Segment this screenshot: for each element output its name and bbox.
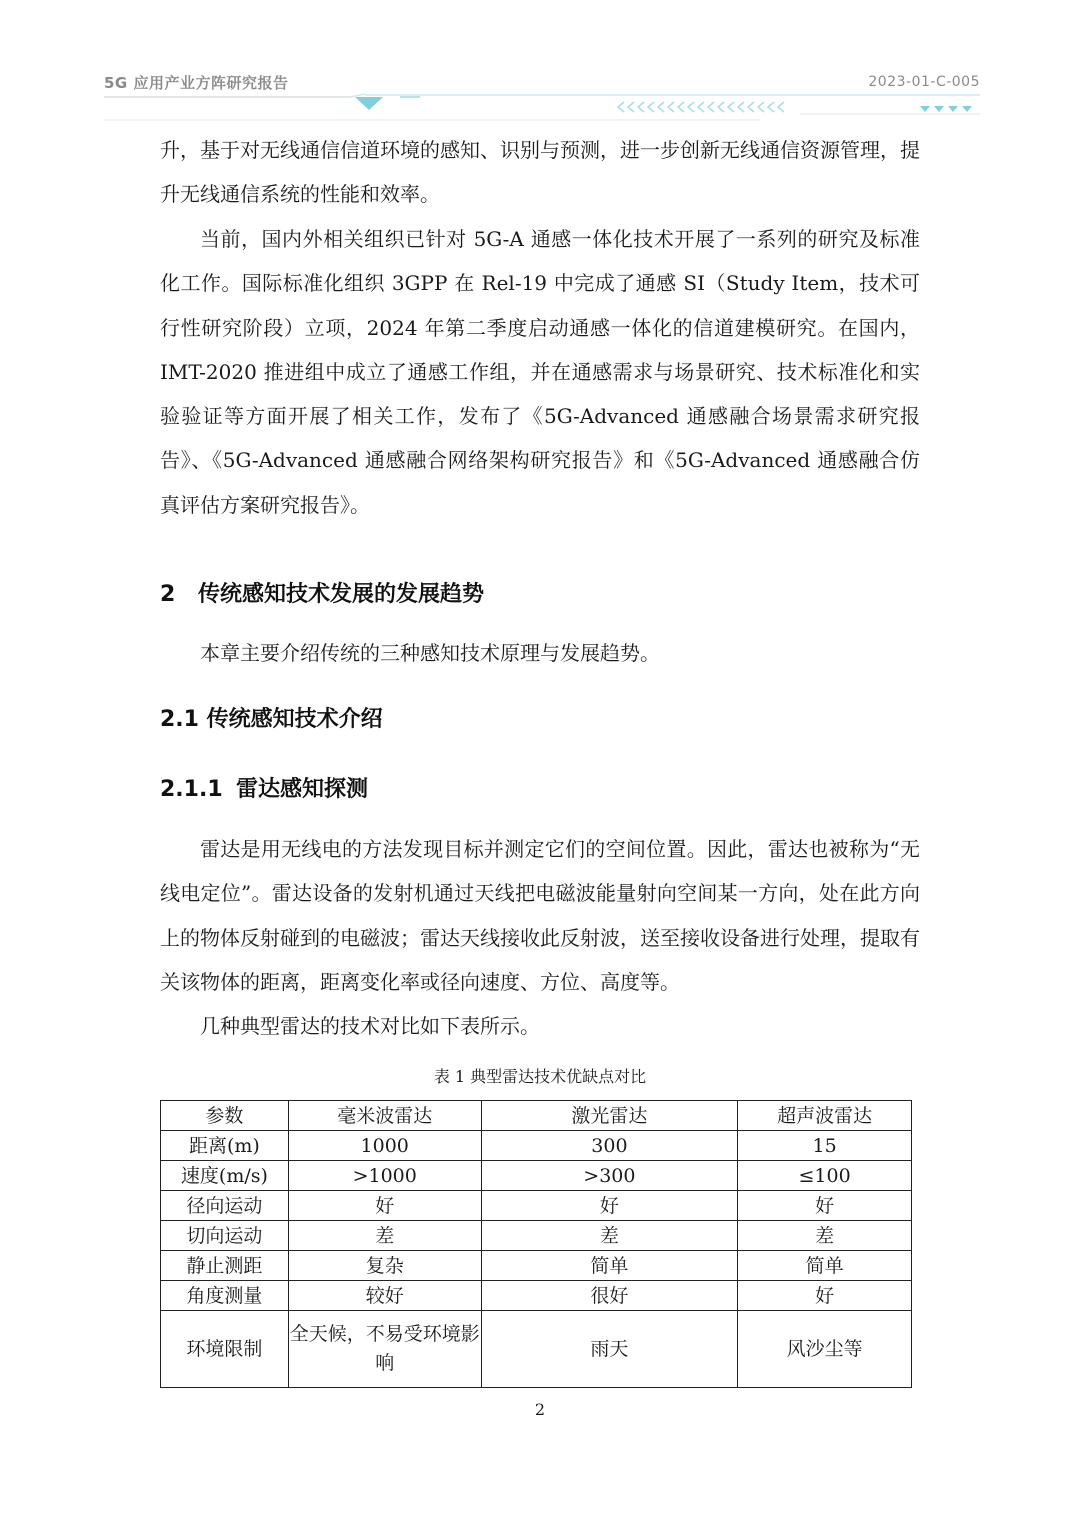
page-number: 2 (534, 1400, 546, 1419)
table-cell: 好 (738, 1281, 912, 1311)
radar-comparison-table (160, 1100, 912, 1388)
table-cell: 环境限制 (161, 1311, 289, 1388)
document-header-title: 5G 应用产业方阵研究报告 (104, 74, 289, 92)
table-cell: 简单 (738, 1251, 912, 1281)
table-cell: 差 (288, 1221, 481, 1251)
table-cell: 很好 (481, 1281, 738, 1311)
table-cell: 雨天 (481, 1311, 738, 1388)
table-cell: 好 (738, 1191, 912, 1221)
header-decoration-graphic (100, 92, 984, 122)
table-cell: 风沙尘等 (738, 1311, 912, 1388)
table-cell: >300 (481, 1161, 738, 1191)
table-cell: >1000 (288, 1161, 481, 1191)
table-row (161, 1221, 912, 1251)
section-heading-2 (160, 577, 484, 608)
table-cell: 速度(m/s) (161, 1161, 289, 1191)
table-cell: 差 (481, 1221, 738, 1251)
table-cell: 角度测量 (161, 1281, 289, 1311)
table-cell: 复杂 (288, 1251, 481, 1281)
table-cell: 好 (288, 1191, 481, 1221)
table-cell: 300 (481, 1131, 738, 1161)
paragraph-table-intro: 几种典型雷达的技术对比如下表所示。 (200, 1014, 540, 1038)
table-row (161, 1311, 912, 1388)
table-cell: 15 (738, 1131, 912, 1161)
table-header-cell: 激光雷达 (481, 1101, 738, 1131)
table-cell: 切向运动 (161, 1221, 289, 1251)
section-title: 传统感知技术发展的发展趋势 (198, 582, 485, 607)
table-header-cell: 毫米波雷达 (288, 1101, 481, 1131)
table-row (161, 1281, 912, 1311)
table-row (161, 1161, 912, 1191)
document-code: 2023-01-C-005 (868, 74, 980, 90)
subsubsection-number: 2.1.1 (160, 777, 223, 802)
table-cell: 简单 (481, 1251, 738, 1281)
table-header-cell: 超声波雷达 (738, 1101, 912, 1131)
table-row (161, 1191, 912, 1221)
paragraph-standardization: 当前，国内外相关组织已针对 5G-A 通感一体化技术开展了一系列的研究及标准化工作。国际标准化组织 3GPP 在 Rel-19 中完成了通感 SI（Study Item，技术可行性研究阶段）立项，2024 年第二季度启动通感一体化的信道建模研究。在国内，IMT-2020 推进组中成立了通感工作组，并在通感需求与场景研究、技术标准化和实验验证等方面开展了相关工作，发布了《5G-Advanced 通感融合场景需求研究报告》、《5G-Advanced 通感融合网络架构研究报告》和《5G-Advanced 通感融合仿真评估方案研究报告》。 (160, 227, 920, 517)
table-cell: 距离(m) (161, 1131, 289, 1161)
subsubsection-heading-2-1-1 (160, 772, 368, 803)
table-header-cell: 参数 (161, 1101, 289, 1131)
table-cell: ≤100 (738, 1161, 912, 1191)
table-caption: 表 1 典型雷达技术优缺点对比 (433, 1067, 647, 1086)
paragraph-continuation: 升，基于对无线通信信道环境的感知、识别与预测，进一步创新无线通信资源管理，提升无线通信系统的性能和效率。 (160, 138, 920, 207)
paragraph-radar-description: 雷达是用无线电的方法发现目标并测定它们的空间位置。因此，雷达也被称为“无线电定位”。雷达设备的发射机通过天线把电磁波能量射向空间某一方向，处在此方向上的物体反射碰到的电磁波；雷达天线接收此反射波，送至接收设备进行处理，提取有关该物体的距离，距离变化率或径向速度、方位、高度等。 (160, 837, 920, 994)
section-number: 2 (160, 582, 176, 607)
table-cell: 好 (481, 1191, 738, 1221)
table-row (161, 1131, 912, 1161)
subsection-heading-2-1: 2.1 传统感知技术介绍 (160, 707, 383, 732)
table-cell: 1000 (288, 1131, 481, 1161)
table-cell: 差 (738, 1221, 912, 1251)
table-cell: 较好 (288, 1281, 481, 1311)
table-cell: 全天候，不易受环境影响 (288, 1311, 481, 1388)
table-cell: 静止测距 (161, 1251, 289, 1281)
table-row (161, 1251, 912, 1281)
table-cell: 径向运动 (161, 1191, 289, 1221)
table-header-row (161, 1101, 912, 1131)
paragraph-chapter-intro: 本章主要介绍传统的三种感知技术原理与发展趋势。 (200, 641, 660, 665)
subsubsection-title: 雷达感知探测 (236, 777, 369, 802)
